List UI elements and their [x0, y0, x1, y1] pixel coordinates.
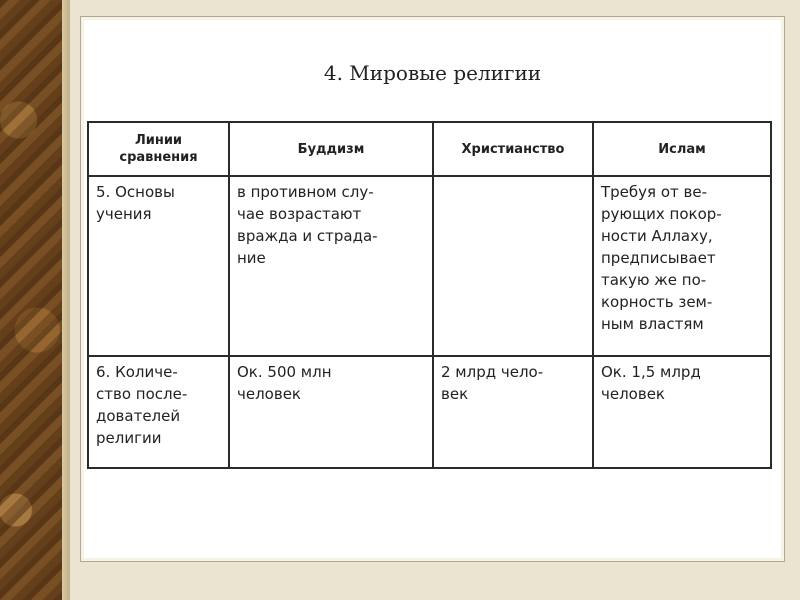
cell-buddhism-teachings: в противном слу- чае возрастают вражда и страда- ние: [229, 176, 433, 356]
cell-buddhism-followers: Ок. 500 млн человек: [229, 356, 433, 468]
comparison-table: [87, 121, 772, 469]
table-row: [88, 176, 771, 356]
table-header-row: [88, 122, 771, 176]
decorative-side-border: [62, 0, 70, 600]
header-buddhism: Буддизм: [229, 122, 433, 176]
slide-title: 4. Мировые религии: [323, 61, 542, 85]
header-islam: Ислам: [593, 122, 771, 176]
cell-islam-teachings: Требуя от ве- рующих покор- ности Аллаху, предписывает такую же по- корность зем- ным властям: [593, 176, 771, 356]
header-comparison-lines: Линии сравнения: [88, 122, 229, 176]
table-row: [88, 356, 771, 468]
row-label-teachings: 5. Основы учения: [88, 176, 229, 356]
cell-islam-followers: Ок. 1,5 млрд человек: [593, 356, 771, 468]
slide: [80, 16, 785, 562]
decorative-side-band: [0, 0, 62, 600]
cell-christianity-teachings: [433, 176, 593, 356]
header-christianity: Христианство: [433, 122, 593, 176]
cell-christianity-followers: 2 млрд чело- век: [433, 356, 593, 468]
row-label-followers: 6. Количе- ство после- дователей религии: [88, 356, 229, 468]
